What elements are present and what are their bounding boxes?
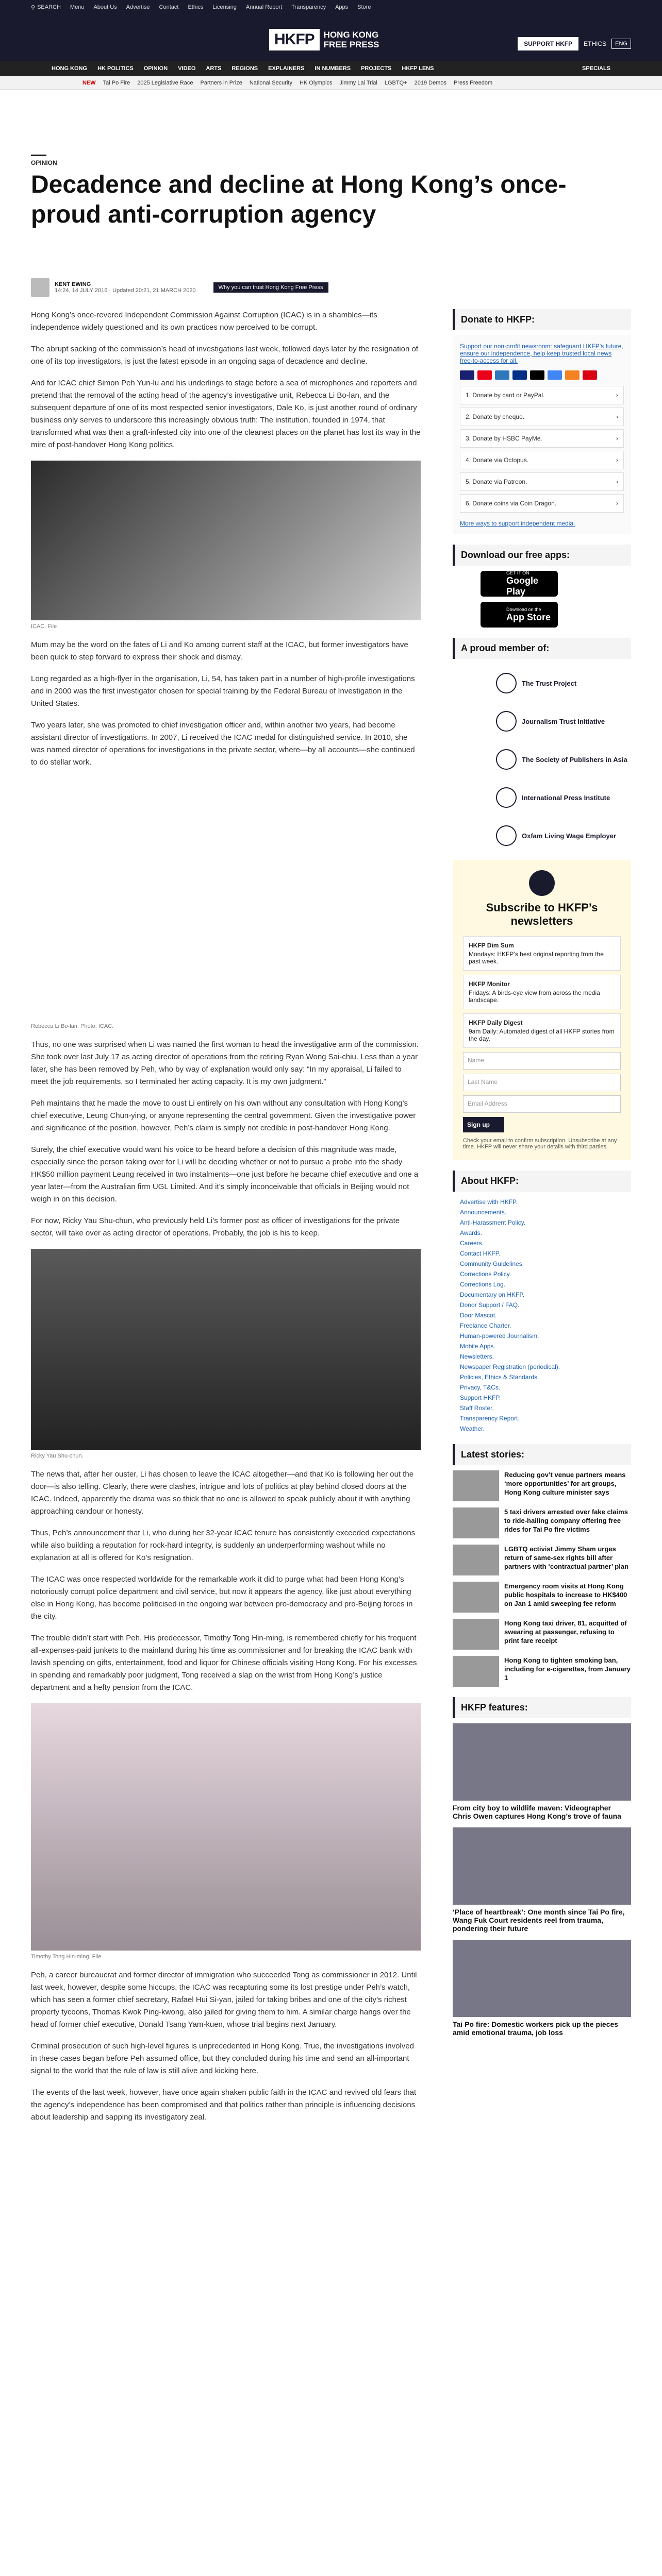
photo-caption: ICAC. File bbox=[31, 623, 57, 630]
latest-story[interactable] bbox=[453, 1582, 631, 1613]
about-link[interactable]: Awards. bbox=[460, 1229, 483, 1236]
nav-item[interactable]: VIDEO bbox=[178, 65, 196, 72]
li-photo bbox=[31, 778, 421, 1020]
trending-item[interactable]: Partners in Prize bbox=[200, 79, 242, 86]
signup-button[interactable]: Sign up bbox=[463, 1117, 504, 1132]
annual-report-link[interactable]: Annual Report bbox=[245, 4, 283, 10]
search-label: SEARCH bbox=[37, 4, 61, 10]
member-list bbox=[453, 664, 631, 855]
about-link[interactable]: Newsletters. bbox=[460, 1353, 494, 1360]
nl-title: HKFP Daily Digest bbox=[469, 1019, 523, 1026]
feature-image bbox=[453, 1827, 631, 1905]
publish-date: 14:24, 14 JULY 2016 · Updated 20:21, 21 MARCH 2020 bbox=[55, 287, 196, 294]
donate-text[interactable]: Support our non-profit newsroom: safeguard HKFP’s future, ensure our independence, help keep trusted local news free-to-access for all. bbox=[460, 343, 623, 364]
story-title: 5 taxi drivers arrested over fake claims to ride-hailing company offering free rides for Tai Po fire victims bbox=[504, 1508, 628, 1533]
paragraph: The events of the last week, however, have once again shaken public faith in the ICAC and revived old fears that the agency’s independence has been compromised and that politics rather than principle is influencing decisions about leadership and sapping its investigatory zeal. bbox=[31, 2088, 417, 2122]
photo-caption: Timothy Tong Hin-ming. File bbox=[31, 1954, 102, 1960]
donate-option[interactable] bbox=[460, 472, 624, 491]
member-name: Oxfam Living Wage Employer bbox=[522, 832, 617, 840]
about-link[interactable]: Transparency Report. bbox=[460, 1415, 520, 1422]
amex-icon bbox=[495, 370, 509, 380]
feature-title: From city boy to wildlife maven: Videographer Chris Owen captures Hong Kong’s trove of fauna bbox=[453, 1804, 621, 1820]
nav-item[interactable]: HONG KONG bbox=[52, 65, 88, 72]
nav-item[interactable]: HK POLITICS bbox=[97, 65, 134, 72]
member-badge-icon bbox=[496, 825, 517, 846]
about-link[interactable]: Mobile Apps. bbox=[460, 1343, 495, 1350]
latest-story[interactable] bbox=[453, 1470, 631, 1501]
masthead bbox=[0, 14, 662, 61]
donate-option[interactable] bbox=[460, 429, 624, 448]
trending-item[interactable]: HK Olympics bbox=[299, 79, 333, 86]
chevron-right-icon: › bbox=[616, 500, 618, 507]
story-title: Emergency room visits at Hong Kong public hospitals to increase to HK$400 on Jan 1 amid sweeping fee reform bbox=[504, 1582, 627, 1607]
member-name: International Press Institute bbox=[522, 793, 610, 802]
about-link[interactable]: Policies, Ethics & Standards. bbox=[460, 1374, 539, 1381]
about-link[interactable]: Announcements. bbox=[460, 1209, 507, 1216]
paragraph: Criminal prosecution of such high-level figures is unprecedented in Hong Kong. True, the investigations involved in these cases began before Peh assumed office, but they concluded during his time and send an all-important signal to the world that the rule of law is still alive and kicking here. bbox=[31, 2042, 414, 2075]
paragraph: Hong Kong’s once-revered Independent Commission Against Corruption (ICAC) is in a shambles—its independence widely questioned and its own practices now perceived to be corrupt. bbox=[31, 311, 377, 332]
about-link[interactable]: Privacy, T&Cs. bbox=[460, 1384, 501, 1391]
member-logo[interactable] bbox=[453, 702, 631, 740]
apps-link[interactable]: Apps bbox=[335, 4, 349, 10]
trending-item[interactable]: Press Freedom bbox=[453, 79, 493, 86]
donate-option-label: 2. Donate by cheque. bbox=[466, 413, 525, 420]
donate-box bbox=[453, 335, 631, 534]
paragraph: The abrupt sacking of the commission’s head of investigations last week, followed days later by the resignation of one of its top investigators, is just the latest episode in an ongoing saga of decadence and decline. bbox=[31, 345, 418, 366]
hkfp-badge-icon bbox=[529, 870, 555, 896]
newsletter-digest[interactable] bbox=[463, 1013, 621, 1048]
latest-story[interactable] bbox=[453, 1545, 631, 1575]
more-ways-link[interactable]: More ways to support independent media. bbox=[460, 520, 575, 527]
member-logo[interactable] bbox=[453, 778, 631, 817]
chevron-right-icon: › bbox=[616, 435, 618, 442]
language-selector[interactable]: ENG bbox=[611, 39, 631, 49]
feature-image bbox=[453, 1723, 631, 1801]
newsletter-box bbox=[453, 860, 631, 1160]
chevron-right-icon: › bbox=[616, 392, 618, 399]
nav-item[interactable]: HKFP LENS bbox=[402, 65, 434, 72]
nav-item[interactable]: ARTS bbox=[206, 65, 222, 72]
support-button[interactable]: SUPPORT HKFP bbox=[518, 37, 578, 50]
member-badge-icon bbox=[496, 749, 517, 770]
paragraph: The news that, after her ouster, Li has chosen to leave the ICAC altogether—and that Ko is following her out the door—is also telling. Clearly, there were clashes, intrigue and lots of politics at play behind closed doors at the ICAC. Indeed, apparently the drama was so thick that no one is allowed to speak publicly about it with anything approaching candour or honesty. bbox=[31, 1470, 414, 1516]
about-link[interactable]: Careers. bbox=[460, 1240, 484, 1247]
author-name[interactable]: KENT EWING bbox=[55, 281, 91, 287]
story-title: Hong Kong to tighten smoking ban, including for e-cigarettes, from January 1 bbox=[504, 1656, 631, 1682]
nav-item[interactable]: IN NUMBERS bbox=[315, 65, 351, 72]
story-title: LGBTQ activist Jimmy Sham urges return of same-sex rights bill after partners with ‘contractual partner’ plan bbox=[504, 1545, 629, 1570]
trending-item[interactable]: 2025 Legislative Race bbox=[137, 79, 193, 86]
last-name-input[interactable]: Last Name bbox=[463, 1074, 621, 1091]
latest-story[interactable] bbox=[453, 1507, 631, 1538]
yau-photo bbox=[31, 1249, 421, 1450]
google-play-badge[interactable] bbox=[481, 571, 558, 597]
about-link[interactable]: Corrections Log. bbox=[460, 1281, 506, 1288]
feature-card[interactable] bbox=[453, 1827, 631, 1933]
about-link[interactable]: Freelance Charter. bbox=[460, 1322, 511, 1329]
main-nav bbox=[0, 61, 662, 76]
chevron-right-icon: › bbox=[616, 413, 618, 420]
donate-option-label: 4. Donate via Octopus. bbox=[466, 456, 529, 464]
donate-option[interactable] bbox=[460, 408, 624, 426]
trending-bar bbox=[0, 76, 662, 90]
newsletter-heading: Subscribe to HKFP’s newsletters bbox=[486, 901, 598, 927]
nav-item[interactable]: REGIONS bbox=[231, 65, 258, 72]
features-heading: HKFP features: bbox=[453, 1697, 631, 1718]
section-label[interactable]: OPINION bbox=[31, 155, 46, 166]
site-logo[interactable] bbox=[269, 29, 379, 50]
paragraph: And for ICAC chief Simon Peh Yun-lu and his underlings to stage before a sea of microphones and reporters and pretend that the removal of the acting head of the agency’s investigative unit, Rebecca Li Bo-lan, and the subsequent departure of one of its most respected senior investigators, Dale Ko, is just another round of ordinary business only serves to underscore this increasingly obvious truth: The institution, founded in 1974, that transformed what was then a graft-infested city into one of the cleanest places on the planet has lost its way in the mire of post-handover Hong Kong politics. bbox=[31, 379, 421, 449]
about-link[interactable]: Human-powered Journalism. bbox=[460, 1332, 539, 1340]
applepay-icon bbox=[530, 370, 544, 380]
masthead-actions bbox=[518, 37, 631, 50]
logo-mark: HKFP bbox=[269, 29, 320, 50]
about-link[interactable]: Anti-Harassment Policy. bbox=[460, 1219, 526, 1226]
article-body bbox=[31, 309, 421, 2133]
donate-option[interactable] bbox=[460, 386, 624, 404]
donate-option[interactable] bbox=[460, 494, 624, 513]
about-link[interactable]: Community Guidelines. bbox=[460, 1260, 524, 1267]
nav-item[interactable]: PROJECTS bbox=[361, 65, 392, 72]
about-link[interactable]: Support HKFP. bbox=[460, 1394, 501, 1401]
trust-link[interactable]: Why you can trust Hong Kong Free Press bbox=[213, 282, 328, 293]
member-name: Journalism Trust Initiative bbox=[522, 717, 605, 725]
donate-option-label: 3. Donate by HSBC PayMe. bbox=[466, 435, 542, 442]
logo-line-1: HONG KONG bbox=[323, 30, 379, 40]
about-link[interactable]: Advertise with HKFP. bbox=[460, 1198, 518, 1206]
feature-image bbox=[453, 1940, 631, 2017]
about-link[interactable]: Weather. bbox=[460, 1425, 485, 1432]
member-badge-icon bbox=[496, 711, 517, 732]
logo-name bbox=[324, 30, 379, 49]
paragraph: Thus, Peh’s announcement that Li, who during her 32-year ICAC tenure has consistently exceeded expectations while also building a reputation for rock-hard integrity, is suddenly an underperforming washout while no explanation at all is offered for Ko’s resignation. bbox=[31, 1529, 416, 1562]
story-thumbnail bbox=[453, 1545, 499, 1575]
member-badge-icon bbox=[496, 673, 517, 693]
nl-title: HKFP Monitor bbox=[469, 980, 510, 988]
chevron-right-icon: › bbox=[616, 456, 618, 464]
photo-caption: Ricky Yau Shu-chun. bbox=[31, 1453, 84, 1459]
menu-link[interactable]: Menu bbox=[70, 4, 85, 10]
ethics-link[interactable]: ETHICS bbox=[584, 40, 607, 47]
member-name: The Society of Publishers in Asia bbox=[522, 755, 627, 764]
mastercard-icon bbox=[477, 370, 492, 380]
paragraph: Mum may be the word on the fates of Li and Ko among current staff at the ICAC, but former investigators have been quick to step forward to express their shock and dismay. bbox=[31, 640, 408, 662]
story-thumbnail bbox=[453, 1507, 499, 1538]
latest-heading: Latest stories: bbox=[453, 1444, 631, 1465]
member-logo[interactable] bbox=[453, 664, 631, 702]
sidebar bbox=[453, 309, 631, 2044]
trending-item[interactable]: 2019 Demos bbox=[414, 79, 446, 86]
story-thumbnail bbox=[453, 1619, 499, 1650]
search-link[interactable]: ⚲ SEARCH bbox=[31, 4, 61, 11]
licensing-link[interactable]: Licensing bbox=[212, 4, 237, 10]
paragraph: Peh maintains that he made the move to oust Li entirely on his own without any consultation with Hong Kong’s chief executive, Leung Chun-ying, or anyone representing the central government. Given the investigative power and significance of the position, however, Peh’s claim is simply not credible in post-handover Hong Kong. bbox=[31, 1099, 416, 1132]
about-link[interactable]: Contact HKFP. bbox=[460, 1250, 501, 1257]
advertise-link[interactable]: Advertise bbox=[126, 4, 150, 10]
member-heading: A proud member of: bbox=[453, 638, 631, 659]
donate-option-label: 5. Donate via Patreon. bbox=[466, 478, 527, 485]
googlepay-icon bbox=[548, 370, 562, 380]
about-heading: About HKFP: bbox=[453, 1171, 631, 1192]
name-input[interactable]: Name bbox=[463, 1052, 621, 1070]
donate-option-label: 1. Donate by card or PayPal. bbox=[466, 392, 545, 399]
trending-item[interactable]: LGBTQ+ bbox=[384, 79, 407, 86]
features-list bbox=[453, 1723, 631, 2037]
feature-card[interactable] bbox=[453, 1940, 631, 2037]
paypal-icon bbox=[512, 370, 527, 380]
about-link[interactable]: Documentary on HKFP. bbox=[460, 1291, 525, 1298]
payment-icons bbox=[460, 370, 624, 380]
payme-icon bbox=[583, 370, 597, 380]
newsletter-dimsum[interactable] bbox=[463, 936, 621, 971]
feature-title: Tai Po fire: Domestic workers pick up the pieces amid emotional trauma, job loss bbox=[453, 2020, 619, 2037]
about-link[interactable]: Door Mascot. bbox=[460, 1312, 497, 1319]
member-badge-icon bbox=[496, 787, 517, 808]
trending-label: NEW bbox=[82, 79, 96, 86]
apps-heading: Download our free apps: bbox=[453, 545, 631, 566]
as-big: App Store bbox=[506, 612, 551, 622]
paragraph: For now, Ricky Yau Shu-chun, who previously held Li’s former post as officer of investigations for the private sector, will take over as acting director of operations. Probably, the job is his to keep. bbox=[31, 1216, 400, 1238]
photo-caption: Rebecca Li Bo-lan. Photo: ICAC. bbox=[31, 1023, 114, 1029]
trending-item[interactable]: National Security bbox=[249, 79, 292, 86]
nav-item[interactable]: EXPLAINERS bbox=[268, 65, 305, 72]
story-thumbnail bbox=[453, 1470, 499, 1501]
donate-options bbox=[460, 386, 624, 513]
byline bbox=[31, 278, 328, 297]
email-input[interactable]: Email Address bbox=[463, 1095, 621, 1113]
paragraph: Two years later, she was promoted to chief investigation officer and, within another two years, had become assistant director of investigations. In 2007, Li received the ICAC medal for distinguished service. In 2010, she was named director of operations for investigations in the private sector, where—by all accounts—she continued to do stellar work. bbox=[31, 721, 415, 767]
gp-small: GET IT ON bbox=[506, 570, 529, 575]
about-link[interactable]: Donor Support / FAQ. bbox=[460, 1301, 520, 1309]
about-list bbox=[453, 1197, 631, 1434]
story-thumbnail bbox=[453, 1582, 499, 1613]
member-name: The Trust Project bbox=[522, 679, 577, 687]
member-logo[interactable] bbox=[453, 740, 631, 778]
nl-desc: Fridays: A birds-eye view from across the media landscape. bbox=[469, 989, 600, 1004]
feature-card[interactable] bbox=[453, 1723, 631, 1820]
latest-story[interactable] bbox=[453, 1619, 631, 1650]
trending-item[interactable]: Jimmy Lai Trial bbox=[339, 79, 377, 86]
transparency-link[interactable]: Transparency bbox=[291, 4, 326, 10]
paragraph: Peh, a career bureaucrat and former director of immigration who succeeded Tong as commissioner in 2012. Until last week, however, despite some hiccups, the ICAC was recapturing some its lost prestige under Peh’s watch, which has seen a former chief secretary, Rafael Hui Si-yan, jailed for taking bribes and one of the city’s richest property tycoons, Thomas Kwok Ping-kwong, also jailed for giving them to him. A similar charge hangs over the head of former chief executive, Donald Tsang Yam-kuen, whose trial begins next January. bbox=[31, 1971, 417, 2029]
nl-desc: 9am Daily: Automated digest of all HKFP stories from the day. bbox=[469, 1028, 615, 1042]
member-logo[interactable] bbox=[453, 817, 631, 855]
paragraph: The ICAC was once respected worldwide for the remarkable work it did to purge what had been Hong Kong’s notoriously corrupt police department and civil service, but now it appears the agency, like just about everything else in Hong Kong, has become politicised in the ongoing war between pro-democracy and pro-Beijing forces in the city. bbox=[31, 1575, 413, 1621]
donate-heading: Donate to HKFP: bbox=[453, 309, 631, 330]
about-link[interactable]: Newspaper Registration (periodical). bbox=[460, 1363, 560, 1370]
app-store-badge[interactable] bbox=[481, 602, 558, 628]
author-avatar bbox=[31, 278, 49, 297]
top-utility-bar bbox=[0, 0, 662, 14]
unionpay-icon bbox=[565, 370, 580, 380]
story-title: Hong Kong taxi driver, 81, acquitted of swearing at passenger, refusing to print fare receipt bbox=[504, 1619, 627, 1645]
logo-line-2: FREE PRESS bbox=[323, 40, 379, 49]
newsletter-monitor[interactable] bbox=[463, 975, 621, 1009]
ethics-link[interactable]: Ethics bbox=[188, 4, 204, 10]
paragraph: Surely, the chief executive would want his voice to be heard before a decision of this magnitude was made, especially since the person taking over for Li will be deciding whether or not to pursue a probe into the shady HK$50 million payment Leung received in two instalments—one just before he became chief executive and one a year later—from the Australian firm UGL Limited. And it’s simply inconceivable that officials in Beijing would not weigh in on this decision. bbox=[31, 1145, 419, 1204]
contact-link[interactable]: Contact bbox=[159, 4, 179, 10]
visa-icon bbox=[460, 370, 474, 380]
story-thumbnail bbox=[453, 1656, 499, 1687]
nav-item[interactable]: OPINION bbox=[143, 65, 168, 72]
nav-specials[interactable]: SPECIALS bbox=[582, 65, 610, 72]
about-link[interactable]: Corrections Policy. bbox=[460, 1270, 511, 1278]
nl-title: HKFP Dim Sum bbox=[469, 942, 514, 949]
article-title: Decadence and decline at Hong Kong’s once-proud anti-corruption agency bbox=[31, 171, 567, 228]
store-link[interactable]: Store bbox=[357, 4, 371, 10]
donate-option-label: 6. Donate coins via Coin Dragon. bbox=[466, 500, 557, 507]
paragraph: Thus, no one was surprised when Li was named the first woman to head the investigative arm of the commission. She took over last July 17 as acting director of operations from the retiring Ryan Wong Sai-chiu. Less than a year later, she has been removed by Peh, who by way of explanation would only say: “In my appraisal, Li failed to meet the job requirements, so I terminated her acting capacity. It is my own judgment.” bbox=[31, 1040, 419, 1086]
story-title: Reducing gov’t venue partners means ‘more opportunities’ for art groups, Hong Kong culture minister says bbox=[504, 1471, 626, 1496]
paragraph: Long regarded as a high-flyer in the organisation, Li, 54, has taken part in a number of high-profile investigations and in 2000 was the first investigator chosen for special training by the Federal Bureau of Investigation in the United States. bbox=[31, 674, 415, 708]
chevron-right-icon: › bbox=[616, 478, 618, 485]
gp-big: Google Play bbox=[506, 575, 538, 597]
tong-photo bbox=[31, 1703, 421, 1951]
as-small: Download on the bbox=[506, 606, 541, 612]
paragraph: The trouble didn’t start with Peh. His predecessor, Timothy Tong Hin-ming, is remembered chiefly for his frequent all-expenses-paid junkets to the mainland during his time as commissioner and for breaking the ICAC bank with lavish spending on gifts, entertainment, food and liquor for Chinese officials visiting Hong Kong. For his excesses in spending and remarkably poor judgment, Tong received a slap on the wrist from Hong Kong’s justice department and a hefty pension from the ICAC. bbox=[31, 1634, 417, 1692]
donate-option[interactable] bbox=[460, 451, 624, 469]
icac-photo bbox=[31, 461, 421, 620]
trending-item[interactable]: Tai Po Fire bbox=[103, 79, 130, 86]
about-link[interactable]: Staff Roster. bbox=[460, 1404, 494, 1412]
newsletter-note: Check your email to confirm subscription. Unsubscribe at any time. HKFP will never share your details with third parties. bbox=[463, 1138, 617, 1150]
latest-story[interactable] bbox=[453, 1656, 631, 1687]
about-link[interactable]: About Us bbox=[93, 4, 117, 10]
latest-list bbox=[453, 1470, 631, 1687]
nl-desc: Mondays: HKFP’s best original reporting from the past week. bbox=[469, 951, 604, 965]
feature-title: ‘Place of heartbreak’: One month since Tai Po fire, Wang Fuk Court residents reel from trauma, pondering their future bbox=[453, 1908, 625, 1933]
